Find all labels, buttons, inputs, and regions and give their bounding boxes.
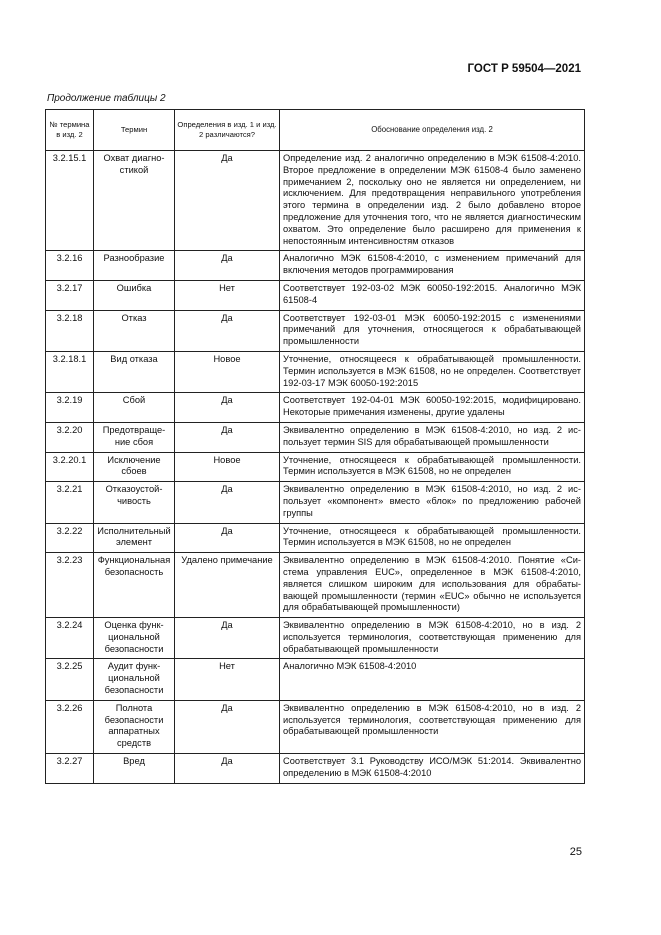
cell-term-number: 3.2.23 bbox=[46, 553, 94, 618]
table-row bbox=[46, 659, 585, 700]
cell-term-name: Функциональная безопасность bbox=[94, 553, 175, 618]
cell-term-name: Охват диагностикой bbox=[94, 151, 175, 251]
cell-differs: Да bbox=[175, 393, 280, 423]
cell-term-number: 3.2.26 bbox=[46, 700, 94, 753]
cell-term-name: Оценка функциональной безопасности bbox=[94, 618, 175, 659]
cell-justification: Определение изд. 2 аналогично определению в МЭК 61508-4:2010. Второе предложение в определении МЭК 61508-4 было заменено примечанием 2, поскольку оно не является ни определением, ни исключением. Для предотвращения неправильного употребления этого термина в определении изд. 2 было добавлено второе предложение для уточнения того, что не является диагностическим охватом. Это определение было расширено для применения к непостоянным интенсивностям отказов bbox=[280, 151, 585, 251]
table-row bbox=[46, 754, 585, 784]
terms-comparison-table bbox=[45, 109, 585, 784]
cell-differs: Новое bbox=[175, 452, 280, 482]
cell-term-name: Вред bbox=[94, 754, 175, 784]
cell-differs: Удалено примечание bbox=[175, 553, 280, 618]
cell-differs: Да bbox=[175, 310, 280, 351]
cell-justification: Уточнение, относящееся к обрабатывающей промышленности. Термин используется в МЭК 61508, но не определен bbox=[280, 523, 585, 553]
cell-term-number: 3.2.18.1 bbox=[46, 351, 94, 392]
cell-differs: Да bbox=[175, 251, 280, 281]
table-header-row bbox=[46, 110, 585, 151]
cell-justification: Соответствует 192-03-02 МЭК 60050-192:2015. Аналогично МЭК 61508-4 bbox=[280, 280, 585, 310]
cell-term-number: 3.2.20 bbox=[46, 422, 94, 452]
column-header-term: Термин bbox=[94, 110, 175, 151]
cell-differs: Новое bbox=[175, 351, 280, 392]
cell-differs: Нет bbox=[175, 659, 280, 700]
cell-term-number: 3.2.22 bbox=[46, 523, 94, 553]
cell-justification: Эквивалентно определению в МЭК 61508-4:2010, но изд. 2 использует «компонент» вместо «блок» по предложению рабочей группы bbox=[280, 482, 585, 523]
cell-justification: Эквивалентно определению в МЭК 61508-4:2010. Понятие «Система управления EUC», определенное в МЭК 61508-4:2010, является слишком широким для использования для обрабатывающей промышленности (термин «EUC» обычно не используется для обрабатывающей промышленности) bbox=[280, 553, 585, 618]
cell-differs: Да bbox=[175, 482, 280, 523]
table-row bbox=[46, 482, 585, 523]
cell-justification: Соответствует 3.1 Руководству ИСО/МЭК 51:2014. Эквивалентно определению в МЭК 61508-4:2010 bbox=[280, 754, 585, 784]
cell-term-name: Разнообразие bbox=[94, 251, 175, 281]
column-header-differs: Определения в изд. 1 и изд. 2 различаются? bbox=[175, 110, 280, 151]
table-caption: Продолжение таблицы 2 bbox=[47, 93, 166, 104]
cell-term-name: Полнота безопасности аппаратных средств bbox=[94, 700, 175, 753]
table-row bbox=[46, 523, 585, 553]
cell-term-name: Исполнительный элемент bbox=[94, 523, 175, 553]
cell-term-name: Исключение сбоев bbox=[94, 452, 175, 482]
cell-justification: Соответствует 192-04-01 МЭК 60050-192:2015, модифицировано. Некоторые примечания изменены, другие удалены bbox=[280, 393, 585, 423]
cell-term-number: 3.2.19 bbox=[46, 393, 94, 423]
cell-term-number: 3.2.24 bbox=[46, 618, 94, 659]
cell-term-number: 3.2.16 bbox=[46, 251, 94, 281]
cell-justification: Эквивалентно определению в МЭК 61508-4:2010, но в изд. 2 используется терминология, соответствующая применению для обрабатывающей промышленности bbox=[280, 618, 585, 659]
page-number: 25 bbox=[569, 846, 582, 858]
cell-differs: Да bbox=[175, 618, 280, 659]
cell-term-name: Аудит функциональной безопасности bbox=[94, 659, 175, 700]
table-row bbox=[46, 310, 585, 351]
cell-term-number: 3.2.25 bbox=[46, 659, 94, 700]
cell-justification: Аналогично МЭК 61508-4:2010 bbox=[280, 659, 585, 700]
cell-term-number: 3.2.20.1 bbox=[46, 452, 94, 482]
cell-term-name: Ошибка bbox=[94, 280, 175, 310]
table-row bbox=[46, 553, 585, 618]
table-row bbox=[46, 151, 585, 251]
column-header-number: № термина в изд. 2 bbox=[46, 110, 94, 151]
cell-differs: Да bbox=[175, 151, 280, 251]
cell-justification: Уточнение, относящееся к обрабатывающей промышленности. Термин используется в МЭК 61508, но не определен. Соответствует 192-03-17 МЭК 60050-192:2015 bbox=[280, 351, 585, 392]
table-row bbox=[46, 280, 585, 310]
table-row bbox=[46, 422, 585, 452]
cell-justification: Соответствует 192-03-01 МЭК 60050-192:2015 с изменениями примечаний для уточнения, относящегося к обрабатывающей промышленности bbox=[280, 310, 585, 351]
table-row bbox=[46, 393, 585, 423]
cell-differs: Да bbox=[175, 700, 280, 753]
document-standard-header: ГОСТ Р 59504—2021 bbox=[467, 63, 581, 75]
table-row bbox=[46, 251, 585, 281]
table-row bbox=[46, 700, 585, 753]
cell-term-number: 3.2.17 bbox=[46, 280, 94, 310]
cell-justification: Эквивалентно определению в МЭК 61508-4:2010, но в изд. 2 используется терминология, соответствующая применению для обрабатывающей промышленности bbox=[280, 700, 585, 753]
cell-term-name: Отказоустойчивость bbox=[94, 482, 175, 523]
cell-differs: Да bbox=[175, 422, 280, 452]
cell-term-number: 3.2.27 bbox=[46, 754, 94, 784]
column-header-justification: Обоснование определения изд. 2 bbox=[280, 110, 585, 151]
cell-term-number: 3.2.15.1 bbox=[46, 151, 94, 251]
cell-justification: Эквивалентно определению в МЭК 61508-4:2010, но изд. 2 использует термин SIS для обрабатывающей промышленности bbox=[280, 422, 585, 452]
cell-term-name: Предотвращение сбоя bbox=[94, 422, 175, 452]
table-row bbox=[46, 351, 585, 392]
cell-term-number: 3.2.21 bbox=[46, 482, 94, 523]
cell-justification: Уточнение, относящееся к обрабатывающей промышленности. Термин используется в МЭК 61508, но не определен bbox=[280, 452, 585, 482]
cell-term-name: Отказ bbox=[94, 310, 175, 351]
cell-term-name: Сбой bbox=[94, 393, 175, 423]
cell-differs: Нет bbox=[175, 280, 280, 310]
cell-term-number: 3.2.18 bbox=[46, 310, 94, 351]
table-row bbox=[46, 618, 585, 659]
cell-differs: Да bbox=[175, 754, 280, 784]
cell-justification: Аналогично МЭК 61508-4:2010, с изменением примечаний для включения методов программирования bbox=[280, 251, 585, 281]
table-row bbox=[46, 452, 585, 482]
cell-term-name: Вид отказа bbox=[94, 351, 175, 392]
cell-differs: Да bbox=[175, 523, 280, 553]
